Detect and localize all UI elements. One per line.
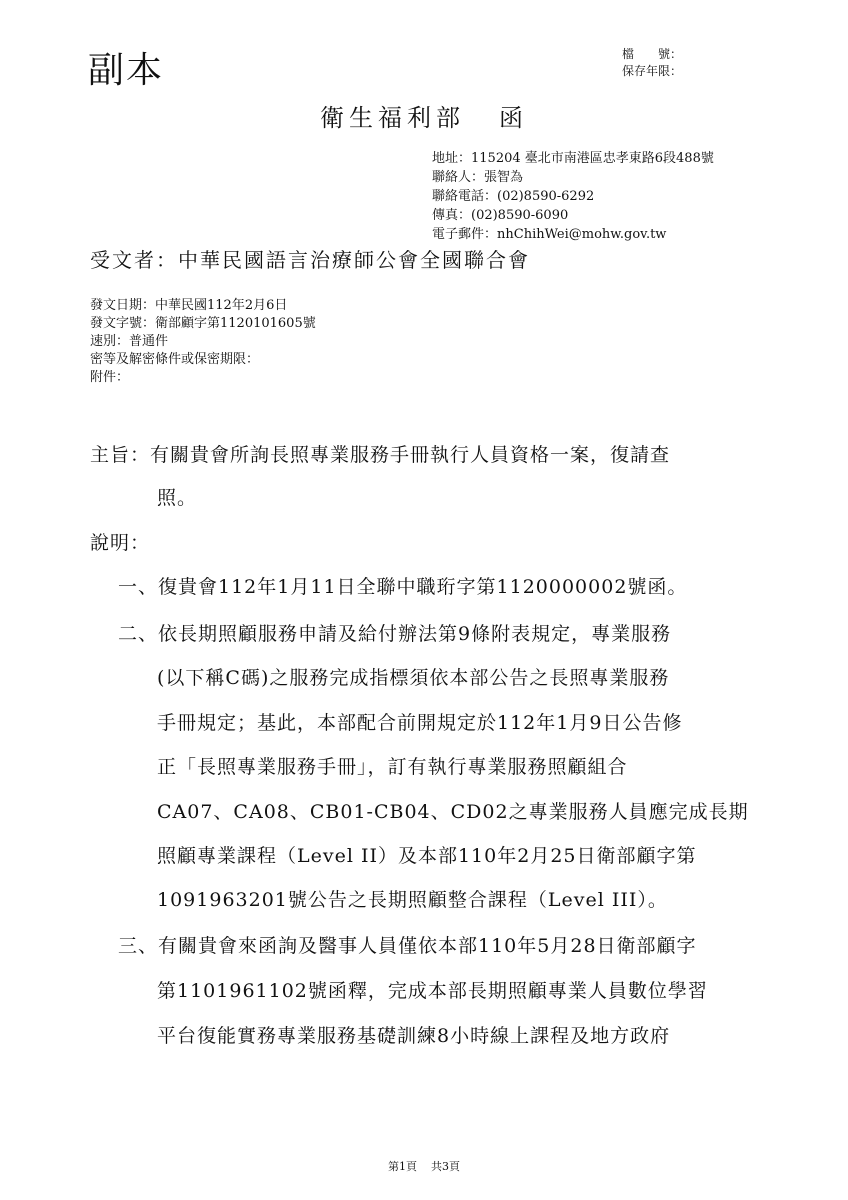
page-footer <box>0 1158 848 1174</box>
document-info-block <box>90 297 316 387</box>
total-pages: 共3頁 <box>431 1160 460 1173</box>
explanation-item-2-line-6: 照顧專業課程（Level II）及本部110年2月25日衛部顧字第 <box>157 845 697 867</box>
explanation-item-3-line-3: 平台復能實務專業服務基礎訓練8小時線上課程及地方政府 <box>157 1025 671 1047</box>
explanation-item-2-line-1: 二、依長期照顧服務申請及給付辦法第9條附表規定，專業服務 <box>118 623 672 645</box>
document-number: 發文字號：衛部顧字第1120101605號 <box>90 316 316 331</box>
explanation-item-2-line-7: 1091963201號公告之長期照顧整合課程（Level III）。 <box>157 889 668 911</box>
document-title <box>0 98 848 133</box>
contact-address: 地址：115204 臺北市南港區忠孝東路6段488號 <box>432 151 714 166</box>
agency-name: 衛生福利部 <box>320 104 465 132</box>
explanation-item-1: 一、復貴會112年1月11日全聯中職珩字第1120000002號函。 <box>118 576 688 598</box>
copy-mark: 副本 <box>88 50 165 91</box>
contact-block <box>432 149 714 244</box>
attachment-label: 附件： <box>90 370 130 385</box>
explanation-item-2-line-3: 手冊規定；基此，本部配合前開規定於112年1月9日公告修 <box>157 712 683 734</box>
contact-email: 電子郵件：nhChihWei@mohw.gov.tw <box>432 227 667 242</box>
explanation-item-2-line-5: CA07、CA08、CB01-CB04、CD02之專業服務人員應完成長期 <box>157 801 749 823</box>
explanation-item-2-line-2: (以下稱C碼)之服務完成指標須依本部公告之長照專業服務 <box>157 667 670 689</box>
subject-line-1: 主旨：有關貴會所詢長照專業服務手冊執行人員資格一案，復請查 <box>90 444 671 466</box>
explanation-item-3-line-1: 三、有關貴會來函詢及醫事人員僅依本部110年5月28日衛部顧字 <box>118 935 697 957</box>
subject-line-2: 照。 <box>157 487 198 509</box>
receiver-line: 受文者：中華民國語言治療師公會全國聯合會 <box>90 248 530 272</box>
issue-date: 發文日期：中華民國112年2月6日 <box>90 298 288 313</box>
document-type: 函 <box>499 104 528 132</box>
delivery-speed: 速別：普通件 <box>90 334 169 349</box>
explanation-item-2-line-4: 正「長照專業服務手冊」，訂有執行專業服務照顧組合 <box>157 756 628 778</box>
explanation-item-3-line-2: 第1101961102號函釋，完成本部長期照顧專業人員數位學習 <box>157 980 708 1002</box>
contact-person: 聯絡人：張智為 <box>432 170 524 185</box>
contact-phone: 聯絡電話：(02)8590-6292 <box>432 189 595 204</box>
retention-period-label: 保存年限： <box>622 64 683 78</box>
page-number: 第1頁 <box>388 1160 417 1173</box>
file-number-label: 檔 號： <box>622 47 683 61</box>
security-level: 密等及解密條件或保密期限： <box>90 352 260 367</box>
contact-fax: 傳真：(02)8590-6090 <box>432 208 569 223</box>
explanation-heading: 說明： <box>90 532 151 554</box>
